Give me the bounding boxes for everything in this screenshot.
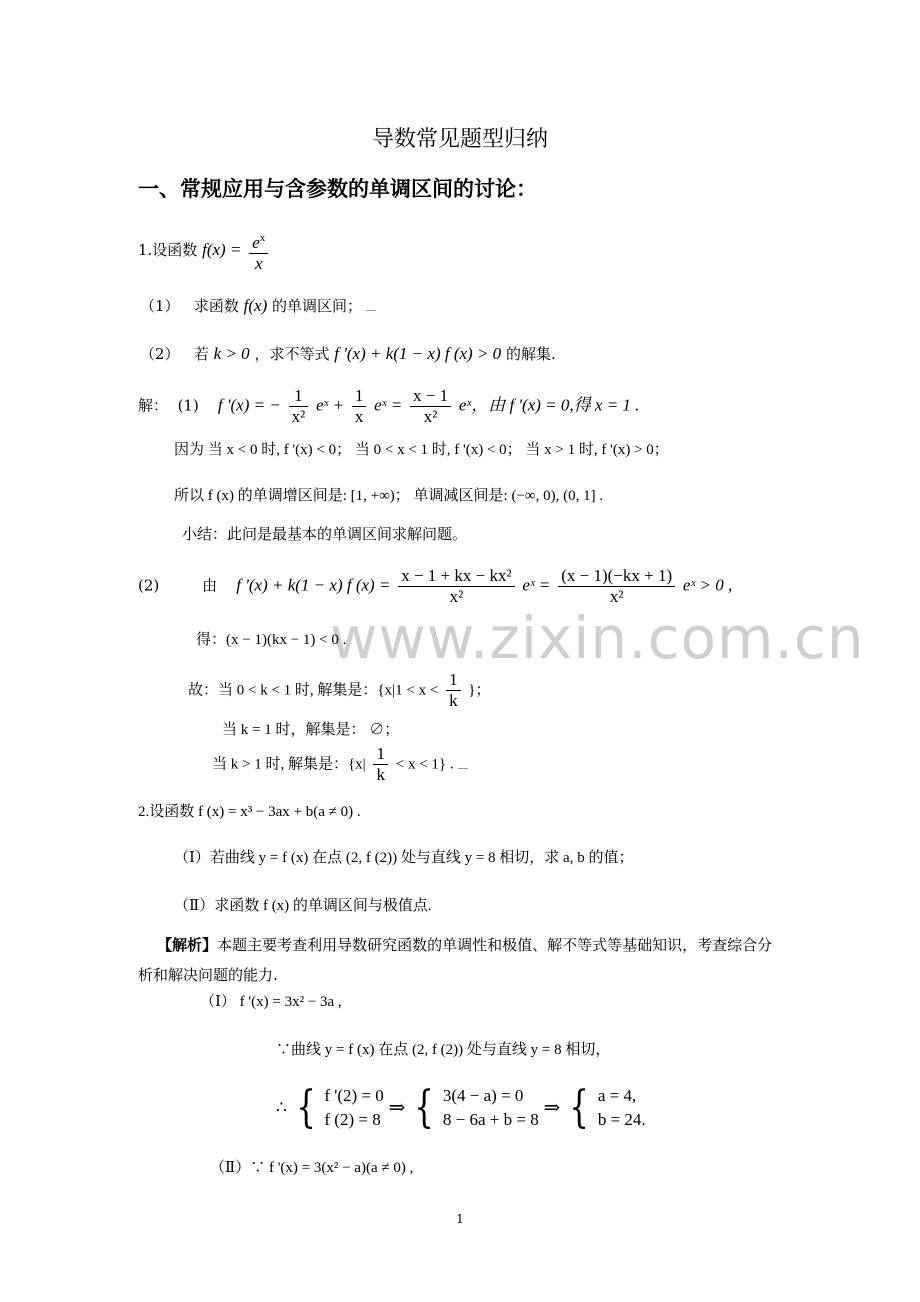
solution1-line1	[138, 386, 639, 427]
system-row: a = 4,	[597, 1086, 637, 1105]
solution1-case1	[188, 670, 491, 711]
brace-icon: {	[414, 1082, 434, 1133]
solution-fraction	[398, 566, 514, 607]
case-text: 当 k > 1 时, 解集是：{x|	[212, 756, 366, 773]
solution1-case2: 当 k = 1 时，解集是： ∅；	[222, 722, 400, 738]
analysis-text: 本题主要考查利用导数研究函数的单调性和极值、解不等式等基础知识，考查综合分析和解决问题的能力.	[138, 936, 773, 984]
case-text: < x < 1} .	[395, 756, 454, 773]
problem2-question1: （Ⅰ）若曲线 y = f (x) 在点 (2, f (2)) 处与直线 y = 8 相切，求 a, b 的值；	[174, 850, 634, 866]
question-number: （2）	[140, 345, 180, 363]
implies-icon: ⇒	[543, 1097, 561, 1119]
fraction-numerator: 1	[446, 670, 461, 691]
solution-label: 解：	[138, 396, 169, 415]
fraction-numerator: (x − 1)(−kx + 1)	[558, 566, 675, 587]
solution-part: (1)	[177, 396, 199, 415]
question-text: 的单调区间；	[272, 297, 363, 315]
watermark: www.zixin.com.cn	[330, 604, 865, 672]
problem1-statement	[138, 228, 271, 274]
problem2-solution1: （Ⅰ） f '(x) = 3x² − 3a ,	[200, 994, 342, 1010]
solution-math: f '(x) = −	[217, 395, 281, 415]
solution-math: eˣ > 0 ,	[682, 575, 733, 595]
solution-fraction	[558, 566, 675, 607]
question-text: 若	[193, 345, 209, 363]
blank-mark	[366, 310, 376, 311]
system-row: f '(2) = 0	[324, 1086, 384, 1105]
fraction-denominator: x	[254, 254, 263, 273]
solution-math: f '(x) + k(1 − x) f (x) =	[236, 575, 391, 595]
problem1-intro: 1.设函数	[138, 241, 198, 259]
system-3	[598, 1084, 646, 1132]
fraction-numerator: x − 1	[410, 386, 451, 407]
brace-icon: {	[569, 1082, 589, 1133]
fraction-denominator: k	[376, 765, 385, 784]
brace-icon: {	[295, 1082, 316, 1133]
page-title: 导数常见题型归纳	[371, 127, 548, 152]
solution-fraction	[410, 386, 451, 427]
case-fraction	[373, 744, 388, 785]
system-row: b = 24.	[597, 1110, 646, 1129]
solution1-part2	[138, 566, 732, 607]
analysis-paragraph	[138, 930, 778, 990]
case-text: 故：当 0 < k < 1 时, 解集是：{x|1 < x <	[188, 682, 439, 699]
solution-math: eˣ =	[374, 395, 403, 415]
fraction-exponent: x	[259, 232, 266, 244]
fraction-denominator: x	[354, 407, 364, 426]
problem1-function: f(x) =	[202, 240, 242, 259]
solution-math: eˣ，由 f '(x) = 0,得 x = 1 .	[458, 395, 640, 415]
fraction-numerator: e	[252, 233, 260, 252]
problem2-question2: （Ⅱ）求函数 f (x) 的单调区间与极值点.	[174, 898, 432, 914]
fraction-denominator: k	[449, 691, 458, 710]
problem1-question1	[140, 296, 376, 316]
solution1-because: 因为 当 x < 0 时, f '(x) < 0； 当 0 < x < 1 时, f '(x) < 0； 当 x > 1 时, f '(x) > 0；	[174, 442, 669, 458]
problem2-solution2: ∵曲线 y = f (x) 在点 (2, f (2)) 处与直线 y = 8 相切，	[276, 1042, 611, 1058]
problem2-system	[276, 1084, 646, 1132]
system-row: 8 − 6a + b = 8	[442, 1110, 539, 1129]
fraction-numerator: 1	[373, 744, 388, 765]
section-heading: 一、常规应用与含参数的单调区间的讨论：	[138, 177, 537, 201]
question-text: 的解集.	[505, 345, 556, 363]
problem2-solution3: （Ⅱ）∵ f '(x) = 3(x² − a)(a ≠ 0) ,	[210, 1160, 414, 1176]
case-text: }；	[468, 682, 491, 699]
implies-icon: ⇒	[388, 1097, 406, 1119]
problem1-fraction	[249, 228, 268, 274]
fraction-numerator: 1	[289, 386, 309, 407]
solution-text: 由	[202, 576, 218, 595]
solution-math: eˣ +	[315, 395, 345, 415]
solution-fraction	[352, 386, 367, 427]
solution-math: eˣ =	[522, 575, 551, 595]
question-text: 求函数	[193, 297, 239, 315]
question-math: f '(x) + k(1 − x) f (x) > 0	[334, 344, 502, 363]
solution1-so: 所以 f (x) 的单调增区间是: [1, +∞)； 单调减区间是: (−∞, 0), (0, 1] .	[174, 488, 604, 504]
question-number: （1）	[140, 297, 180, 315]
fraction-denominator: x²	[449, 587, 464, 606]
problem1-question2	[140, 344, 556, 364]
system-1	[324, 1084, 383, 1132]
question-text: ，求不等式	[254, 345, 330, 363]
therefore-symbol: ∴	[276, 1098, 287, 1117]
solution-part: (2)	[138, 576, 160, 595]
fraction-numerator: 1	[352, 386, 367, 407]
solution1-case3	[212, 744, 468, 785]
problem2-statement: 2.设函数 f (x) = x³ − 3ax + b(a ≠ 0) .	[138, 804, 361, 820]
page-number: 1	[456, 1212, 464, 1226]
question-math: k > 0	[213, 344, 250, 363]
fraction-numerator: x − 1 + kx − kx²	[398, 566, 514, 587]
solution1-summary: 小结：此问是最基本的单调区间求解问题。	[182, 525, 468, 543]
system-row: f (2) = 8	[324, 1110, 381, 1129]
analysis-tag: 【解析】	[157, 936, 218, 954]
system-row: 3(4 − a) = 0	[442, 1086, 524, 1105]
fraction-denominator: x²	[423, 407, 438, 426]
case-fraction	[446, 670, 461, 711]
question-math: f(x)	[243, 296, 268, 315]
fraction-denominator: x²	[609, 587, 624, 606]
blank-mark	[458, 768, 468, 769]
system-2	[443, 1084, 539, 1132]
solution1-get: 得：(x − 1)(kx − 1) < 0 .	[196, 632, 347, 648]
solution-fraction	[289, 386, 309, 427]
fraction-denominator: x²	[291, 407, 306, 426]
